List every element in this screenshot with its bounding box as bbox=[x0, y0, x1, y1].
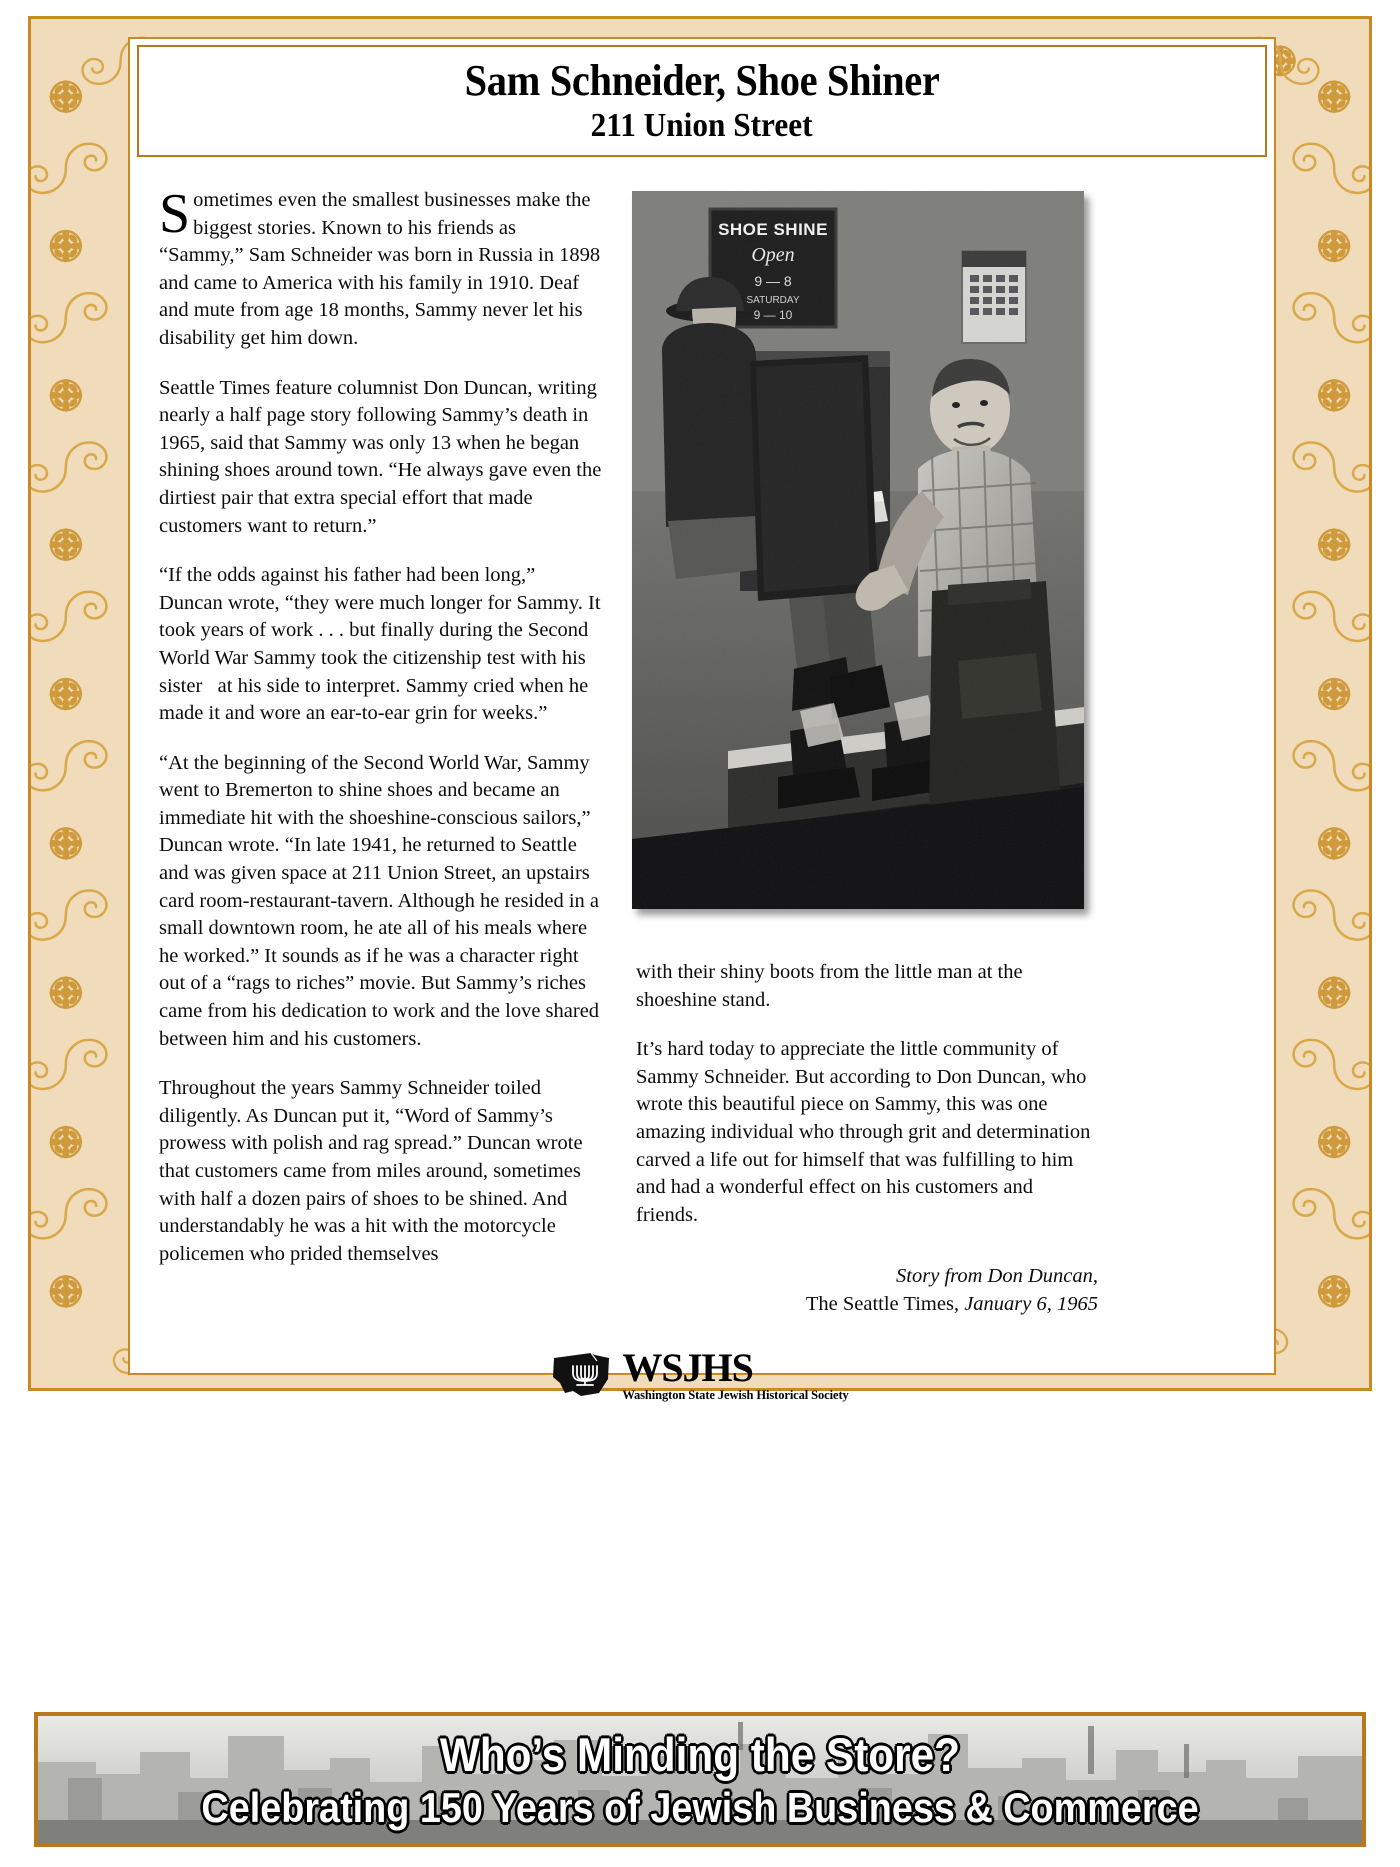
svg-text:Open: Open bbox=[751, 244, 795, 266]
svg-text:SHOE SHINE: SHOE SHINE bbox=[718, 220, 828, 239]
attribution-publication: The Seattle Times, bbox=[805, 1292, 960, 1315]
attribution-date: January 6, 1965 bbox=[959, 1292, 1098, 1315]
washington-state-menorah-icon bbox=[551, 1349, 613, 1401]
paragraph: Seattle Times feature columnist Don Duncan, writing nearly a half page story following Sammy’s death in 1965, said that Sammy was only 13 when he began shining shoes around town. “He always gave even the dirtiest pair that extra special effort that made customers want to return.” bbox=[159, 376, 607, 537]
attribution-source bbox=[636, 1291, 1098, 1319]
wsjhs-logo bbox=[31, 1345, 1369, 1405]
exhibit-banner bbox=[34, 1712, 1366, 1847]
paragraph: It’s hard today to appreciate the little community of Sammy Schneider. But according to Don Duncan, who wrote this beautiful piece on Sammy, this was one amazing individual who through grit and determination carved a life out for himself that was fulfilling to him and had a wonderful effect on his customers and friends. bbox=[636, 1038, 1096, 1226]
page-title: Sam Schneider, Shoe Shiner bbox=[464, 56, 940, 105]
paragraph-text: ometimes even the smallest businesses make the biggest stories. Known to his friends as “Sammy,” Sam Schneider was born in Russia in 1898 and came to America with his family in 1910. Deaf and mute from age 18 months, Sammy never let his disability get him down. bbox=[159, 189, 606, 349]
right-column bbox=[636, 959, 1098, 1319]
banner-headline: Who’s Minding the Store? bbox=[439, 1728, 961, 1781]
logo-acronym: WSJHS bbox=[622, 1345, 753, 1391]
logo-full-name: Washington State Jewish Historical Society bbox=[622, 1388, 849, 1403]
page-subtitle: 211 Union Street bbox=[591, 107, 813, 144]
attribution bbox=[636, 1263, 1098, 1318]
svg-text:SATURDAY: SATURDAY bbox=[746, 295, 800, 306]
banner-text bbox=[38, 1716, 1362, 1843]
svg-text:9 — 8: 9 — 8 bbox=[754, 273, 792, 289]
drop-cap: S bbox=[159, 183, 191, 245]
historic-photograph bbox=[632, 191, 1084, 909]
paragraph: with their shiny boots from the little man at the shoeshine stand. bbox=[636, 961, 1028, 1011]
banner-subheadline: Celebrating 150 Years of Jewish Business & Commerce bbox=[201, 1784, 1199, 1831]
attribution-author: Story from Don Duncan, bbox=[896, 1265, 1098, 1288]
paragraph: Throughout the years Sammy Schneider toiled diligently. As Duncan put it, “Word of Sammy’s prowess with polish and rag spread.” Duncan wrote that customers came from miles around, sometimes with half a dozen pairs of shoes to be shined. And understandably he was a hit with the motorcycle policemen who prided themselves bbox=[159, 1077, 588, 1265]
svg-text:9 — 10: 9 — 10 bbox=[753, 308, 793, 322]
ornamental-frame bbox=[28, 16, 1372, 1403]
paragraph bbox=[159, 183, 606, 353]
title-box bbox=[137, 45, 1267, 157]
paragraph: “If the odds against his father had been long,” Duncan wrote, “they were much longer for Sammy. It took years of work . . . but finally during the Second World War Sammy took the citizenship test with his sister at his side to interpret. Sammy cried when he made it and wore an ear-to-ear grin for weeks.” bbox=[159, 564, 606, 725]
shoeshine-photo-illustration bbox=[632, 191, 1084, 909]
paragraph: “At the beginning of the Second World War, Sammy went to Bremerton to shine shoes and became an immediate hit with the shoeshine-conscious sailors,” Duncan wrote. “In late 1941, he returned to Seattle and was given space at 211 Union Street, an upstairs card room-restaurant-tavern. Although he resided in a small downtown room, he ate all of his meals where he worked.” It sounds as if he was a character right out of a “rags to riches” movie. But Sammy’s riches came from his dedication to work and the love shared between him and his customers. bbox=[159, 751, 605, 1050]
left-column bbox=[159, 183, 607, 1268]
